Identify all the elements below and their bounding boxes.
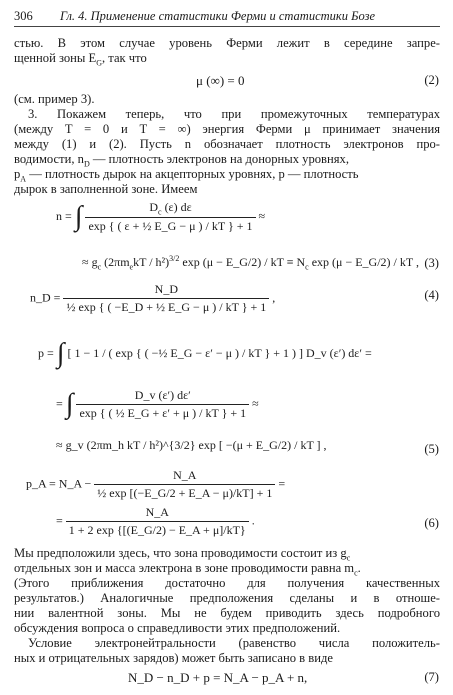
text-line: $p_A$ — плотность дырок на акцепторных уровнях, p — плотность <box>14 167 359 184</box>
text-line: Мы предположили здесь, что зона проводимости состоит из $g_c$ <box>14 546 351 563</box>
text-line: нии валентной зоны. Мы не будем приводить здесь подробного <box>14 606 440 620</box>
equation-7: N_D − n_D + p = N_A − p_A + n, <box>128 670 308 685</box>
equation-5-line-3: ≈ g_v (2πm_h kT / h²)^{3/2} exp [ −(μ + E_G/2) / kT ] , <box>56 438 327 452</box>
equation-3-line-1: n = ∫ $\frac{D_c (\varepsilon) d\varepsilon}{\text{exp \{ ( ε + ½ E\_G − μ ) / kT \} + 1}}$ ≈ <box>56 200 266 234</box>
text-line: (Этого приближения достаточно для получения качественных <box>14 576 440 590</box>
fraction: $\frac{D_c (\varepsilon) d\varepsilon}{\text{exp \{ ( ε + ½ E\_G − μ ) / kT \} + 1}}$ <box>85 200 255 234</box>
equation-4: n_D = $\frac{N\_D}{\text{½ exp \{ ( −E\_D + ½ E\_G − μ ) / kT \} + 1}}$ , <box>30 282 276 314</box>
integral-sign: ∫ <box>56 338 65 369</box>
equation-5-line-1: p = ∫ [ 1 − 1 / ( exp { ( −½ E_G − ε′ − μ ) / kT } + 1 ) ] D_v (ε′) dε′ = <box>38 338 372 369</box>
equation-number: (7) <box>424 670 439 684</box>
text-line: результатов.) Аналогичные предположения сделаны и в отноше- <box>14 591 440 605</box>
text-line: (между T = 0 и T = ∞) энергия Ферми μ принимает значения <box>14 122 440 136</box>
fraction: $\frac{N\_A}{\text{½ exp [(−E\_G/2 + E\_A − μ)/kT] + 1}}$ <box>94 468 275 501</box>
page-number: 306 <box>14 9 33 23</box>
equation-3-line-2: ≈ $g_c$ $(2\pi m_ekT / h^2)^{3/2}$ exp (μ − E_G/2) / kT ≡ $N_c$ exp (μ − E_G/2) / kT , <box>82 254 419 272</box>
text-line: щенной зоны $E_G$, так что <box>14 51 147 68</box>
running-header <box>14 8 440 27</box>
fraction: $\frac{D\_v (\varepsilon') d\varepsilon'}{\text{exp \{ ( ½ E\_G + ε′ + μ ) / kT \} + 1}}$ <box>76 388 249 421</box>
equation-number: (6) <box>424 516 439 530</box>
integral-sign: ∫ <box>65 388 74 420</box>
equation-number: (2) <box>424 73 439 87</box>
equation-2: μ (∞) = 0 <box>196 73 245 88</box>
text-line: дырок в заполненной зоне. Имеем <box>14 182 198 196</box>
equation-6-line-1: p_A = N_A − $\frac{N\_A}{\text{½ exp [(−E\_G/2 + E\_A − μ)/kT] + 1}}$ = <box>26 468 286 500</box>
equation-number: (4) <box>424 288 439 302</box>
text-line: (см. пример 3). <box>14 92 95 106</box>
fraction: $\frac{N\_D}{\text{½ exp \{ ( −E\_D + ½ E\_G − μ ) / kT \} + 1}}$ <box>63 282 269 315</box>
equation-6-line-2: = $\frac{N\_A}{1 + 2 \exp \{[(E\_G/2) - E\_A + \mu]/kT\}}$ . <box>56 505 255 537</box>
text-line: ных и отрицательных зарядов) может быть записано в виде <box>14 651 333 665</box>
text-line: 3. Покажем теперь, что при промежуточных температурах <box>28 107 440 121</box>
equation-number: (3) <box>424 256 439 270</box>
text-line: между (1) и (2). Пусть n обозначает плотность электронов про- <box>14 137 440 151</box>
text-line: обсуждения вопроса о справедливости этих предположений. <box>14 621 341 635</box>
text-line: отдельных зон и масса электрона в зоне проводимости равна $m_c$. <box>14 561 361 578</box>
integral-sign: ∫ <box>74 201 83 233</box>
fraction: $\frac{N\_A}{1 + 2 \exp \{[(E\_G/2) - E\_A + \mu]/kT\}}$ <box>66 505 249 538</box>
text-line: стью. В этом случае уровень Ферми лежит в середине запре- <box>14 36 440 50</box>
text-line: Условие электронейтральности (равенство числа положитель- <box>28 636 440 650</box>
equation-5-line-2: = ∫ $\frac{D\_v (\varepsilon') d\varepsilon'}{\text{exp \{ ( ½ E\_G + ε′ + μ ) / kT \} + 1}}$ ≈ <box>56 388 259 420</box>
equation-number: (5) <box>424 442 439 456</box>
text-line: водимости, $n_D$ — плотность электронов на донорных уровнях, <box>14 152 349 169</box>
running-title: Гл. 4. Применение статистики Ферми и статистики Бозе <box>60 9 376 23</box>
